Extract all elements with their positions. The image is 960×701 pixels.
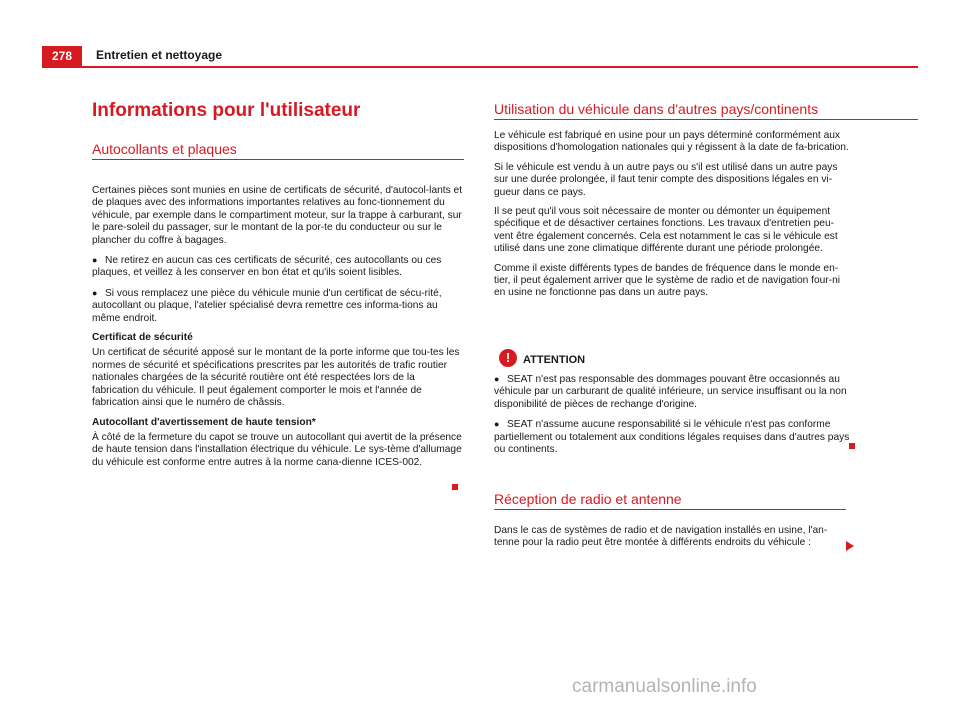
section-end-marker (452, 484, 458, 490)
bullet-icon: ● (494, 374, 500, 384)
section-title-countries: Utilisation du véhicule dans d'autres pays/continents (494, 101, 819, 117)
section-rule (92, 159, 464, 160)
bullet-icon: ● (92, 287, 98, 298)
running-title: Entretien et nettoyage (96, 48, 223, 62)
hv-paragraph: À côté de la fermeture du capot se trouve un autocollant qui avertit de la présence de haute tension dans l'installation électrique du véhicule. Le sys-tème d'allumage du véhicule est conforme entre autres à la norme cana-dienne ICES-002. (92, 431, 462, 468)
continue-arrow-icon (846, 541, 854, 551)
warning-icon: ! (499, 349, 517, 367)
cert-heading: Certificat de sécurité (92, 332, 193, 344)
list-item-text: SEAT n'est pas responsable des dommages pouvant être occasionnés au véhicule par un carburant de qualité inférieure, un service insuffisant ou la non disponibilité de pièces de rechange d'origine. (494, 374, 847, 410)
list-item (494, 418, 850, 456)
paragraph: Il se peut qu'il vous soit nécessaire de monter ou démonter un équipement spécifique et de désactiver certaines fonctions. Les travaux d'entretien peu-vent être également concernés. Cela est notamment le cas si le véhicule est utilisé dans une zone climatique différente durant une période prolongée. (494, 206, 838, 255)
page-title: Informations pour l'utilisateur (92, 100, 361, 121)
attention-title: ATTENTION (523, 354, 586, 366)
bullet-icon: ● (494, 419, 500, 430)
section-title-stickers: Autocollants et plaques (92, 141, 237, 157)
radio-paragraph: Dans le cas de systèmes de radio et de navigation installés en usine, l'an-tenne pour la radio peut être montée à différents endroits du véhicule : (494, 525, 828, 549)
right-body (494, 130, 850, 307)
list-item (92, 254, 464, 280)
list-item (92, 287, 464, 325)
attention-body (494, 373, 850, 463)
hv-heading: Autocollant d'avertissement de haute tension* (92, 416, 316, 428)
list-item-text: SEAT n'assume aucune responsabilité si le véhicule n'est pas conforme partiellement ou totalement aux conditions légales requises dans d'autres pays ou continents. (494, 419, 850, 456)
section-end-marker (849, 443, 855, 449)
paragraph: Comme il existe différents types de bandes de fréquence dans le monde en-tier, il peut également arriver que le système de radio et de navigation four-ni en usine ne fonctionne pas dans un autre pays. (494, 262, 841, 299)
cert-paragraph: Un certificat de sécurité apposé sur le montant de la porte informe que tou-tes les normes de sécurité et spécifications prescrites par les autorités de trafic routier nationales chargées de la sécurité routière ont été respectées lors de la fabrication du véhicule. Il peut également comporter le mois et l'année de fabrication ainsi que le numéro de châssis. (92, 347, 460, 409)
watermark: carmanualsonline.info (572, 676, 757, 697)
list-item (494, 373, 850, 411)
paragraph: Si le véhicule est vendu à un autre pays ou s'il est utilisé dans un autre pays sur une durée prolongée, il faut tenir compte des dispositions légales en vi-gueur dans ce pays. (494, 161, 838, 198)
left-body (92, 185, 464, 476)
paragraph: Le véhicule est fabriqué en usine pour un pays déterminé conformément aux dispositions d'homologation nationales qui y régissent à la date de fa-brication. (494, 130, 849, 154)
intro-paragraph: Certaines pièces sont munies en usine de certificats de sécurité, d'autocol-lants et de plaques avec des informations importantes relatives au fonc-tionnement du véhicule, par exemple dans le compartiment moteur, sur la trappe à carburant, sur le pare-soleil du passager, sur le montant de la por-te du conducteur ou sur le plancher du coffre à bagages. (92, 185, 463, 246)
section-rule (494, 509, 846, 510)
section-title-radio: Réception de radio et antenne (494, 491, 682, 507)
list-item-text: Ne retirez en aucun cas ces certificats de sécurité, ces autocollants ou ces plaques, et veillez à les conserver en bon état et qu'ils soient lisibles. (92, 255, 442, 279)
header-rule (42, 66, 918, 68)
radio-body (494, 525, 844, 557)
page-number: 278 (42, 46, 82, 66)
list-item-text: Si vous remplacez une pièce du véhicule munie d'un certificat de sécu-rité, autocollant ou plaque, l'atelier spécialisé devra remettre ces informa-tions au même endroit. (92, 287, 442, 324)
section-rule (494, 119, 918, 120)
bullet-icon: ● (92, 255, 98, 266)
